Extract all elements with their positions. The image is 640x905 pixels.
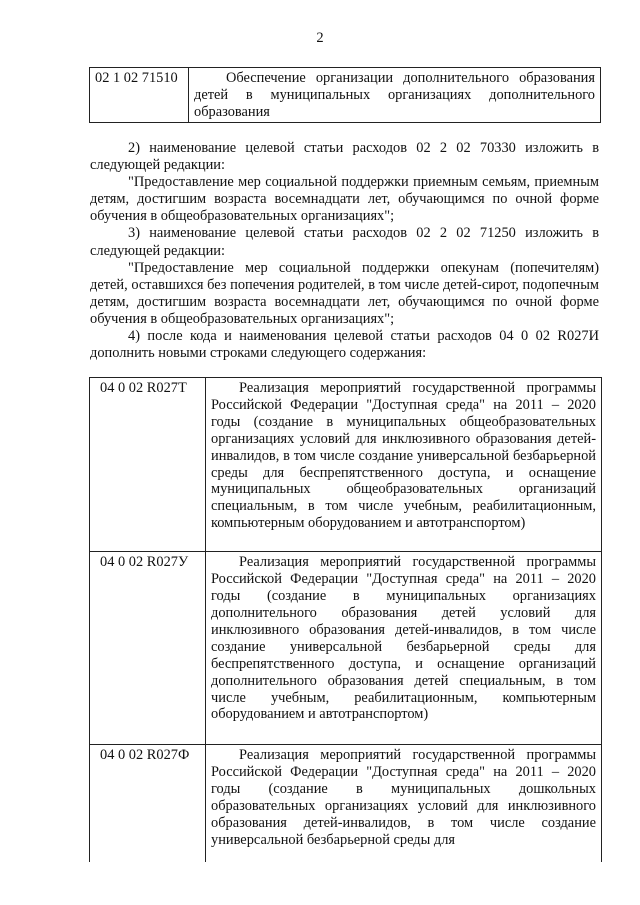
paragraph-item-3: 3) наименование целевой статьи расходов 02 2 02 71250 изложить в следующей редакции: <box>90 225 599 259</box>
paragraph-item-2: 2) наименование целевой статьи расходов 02 2 02 70330 изложить в следующей редакции: <box>90 140 599 174</box>
amendment-text <box>90 140 599 362</box>
description-cell: Реализация мероприятий государственной программы Российской Федерации "Доступная среда" на 2011 – 2020 годы (создание в муниципальных дошкольных образовательных организациях условий для инклюзивного образования детей-инвалидов, в том числе создание универсальной безбарьерной среды для <box>206 745 602 862</box>
code-cell: 04 0 02 R027Ф <box>90 745 206 862</box>
paragraph-quote-3: "Предоставление мер социальной поддержки опекунам (попечителям) детей, оставшихся без попечения родителей, в том числе детей-сирот, подопечным детям, достигшим возраста восемнадцати лет, обучающимся по очной форме обучения в общеобразовательных организациях"; <box>90 259 599 327</box>
paragraph-quote-2: "Предоставление мер социальной поддержки приемным семьям, приемным детям, достигшим возраста восемнадцати лет, обучающимся по очной форме обучения в общеобразовательных организациях"; <box>90 174 599 225</box>
description-cell: Реализация мероприятий государственной программы Российской Федерации "Доступная среда" на 2011 – 2020 годы (создание в муниципальных организациях дополнительного образования детей условий для инклюзивного образования детей-инвалидов, в том числе создание универсальной безбарьерной среды для беспрепятственного доступа, и оснащение организаций дополнительного образования детей специальным, в том числе учебным, реабилитационным, компьютерным оборудованием и автотранспортом) <box>206 552 602 745</box>
code-cell: 04 0 02 R027Т <box>90 378 206 552</box>
description-cell: Реализация мероприятий государственной программы Российской Федерации "Доступная среда" на 2011 – 2020 годы (создание в муниципальных общеобразовательных организациях условий для инклюзивного образования детей-инвалидов, в том числе создание универсальной безбарьерной среды для беспрепятственного доступа, и оснащение муниципальных общеобразовательных организаций специальным, в том числе учебным, реабилитационным, компьютерным оборудованием и автотранспортом) <box>206 378 602 552</box>
code-cell: 02 1 02 71510 <box>90 68 189 123</box>
code-cell: 04 0 02 R027У <box>90 552 206 745</box>
table-row <box>90 68 601 123</box>
description-cell: Обеспечение организации дополнительного образования детей в муниципальных организациях дополнительного образования <box>189 68 601 123</box>
table-row <box>90 378 602 552</box>
table-row <box>90 745 602 862</box>
target-items-table-top <box>89 67 601 123</box>
target-items-table-bottom <box>89 377 602 862</box>
page-number: 2 <box>316 30 324 46</box>
paragraph-item-4: 4) после кода и наименования целевой статьи расходов 04 0 02 R027И дополнить новыми строками следующего содержания: <box>90 328 599 362</box>
table-row <box>90 552 602 745</box>
